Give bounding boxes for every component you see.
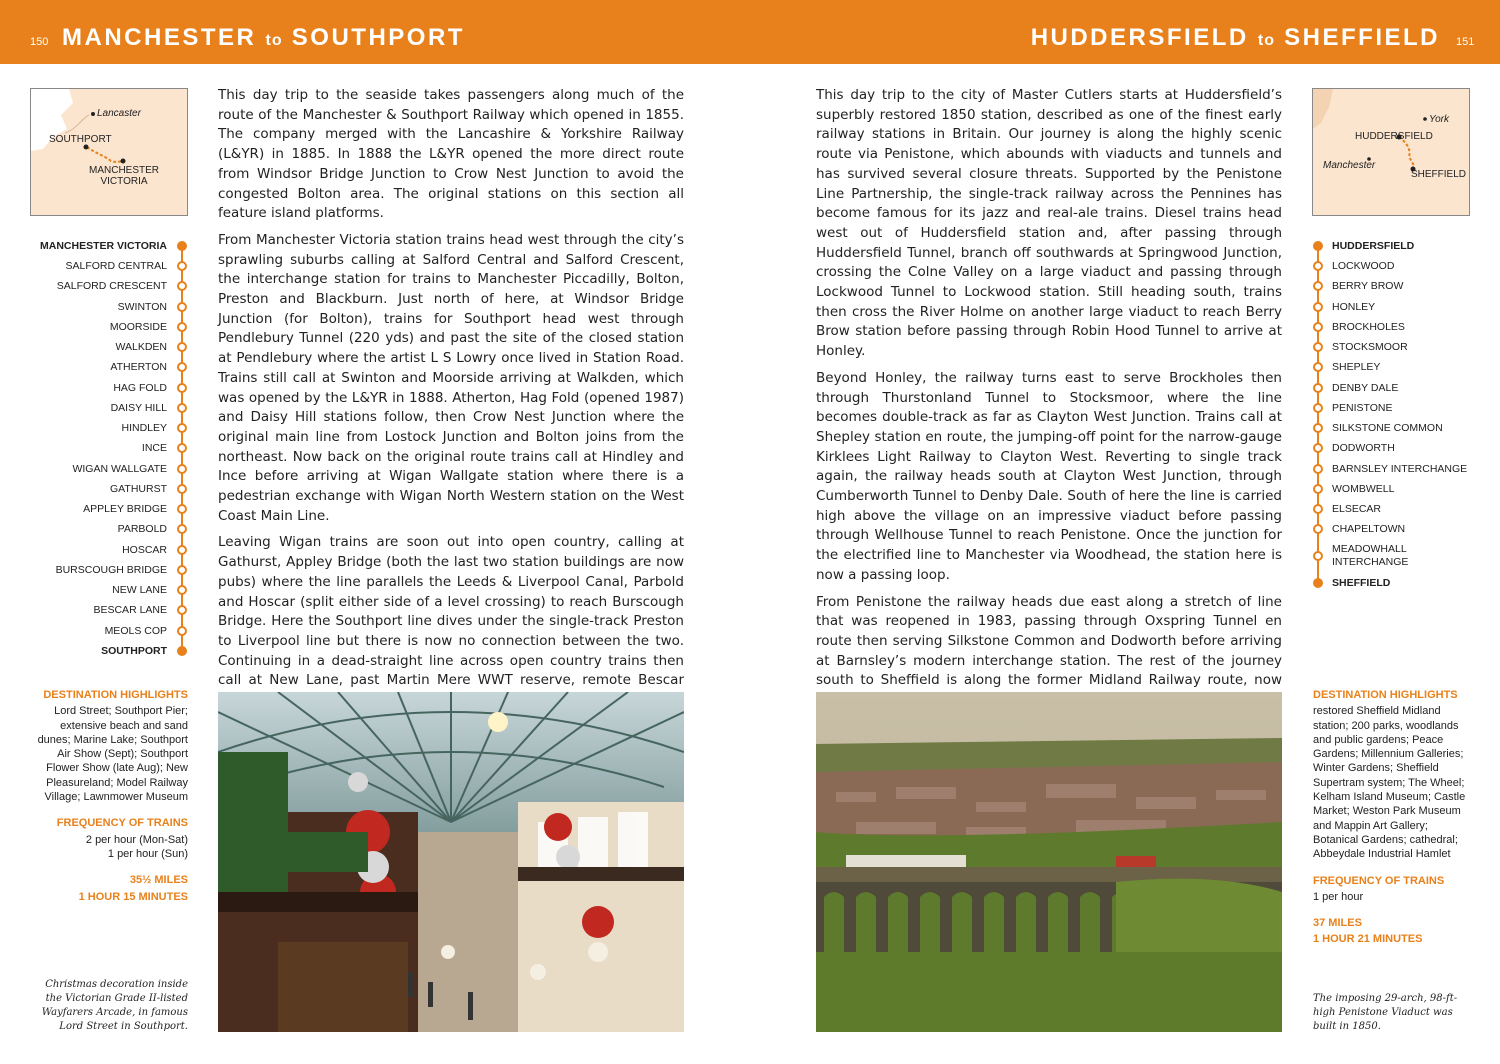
station-dot bbox=[177, 362, 187, 372]
station-item: HAG FOLD bbox=[113, 382, 167, 394]
station-dot bbox=[177, 443, 187, 453]
station-item: SHEFFIELD bbox=[1332, 577, 1391, 589]
station-dot bbox=[177, 585, 187, 595]
station-item: HINDLEY bbox=[121, 422, 167, 434]
station-item: BURSCOUGH BRIDGE bbox=[55, 564, 167, 576]
station-item: WALKDEN bbox=[115, 341, 167, 353]
station-item: ATHERTON bbox=[110, 361, 167, 373]
station-dot bbox=[1313, 504, 1323, 514]
train bbox=[846, 855, 966, 867]
highlights-heading: DESTINATION HIGHLIGHTS bbox=[1313, 689, 1458, 701]
station-item: LOCKWOOD bbox=[1332, 260, 1395, 272]
paragraph: This day trip to the city of Master Cutlers starts at Huddersfield’s superbly restored 1850 station, described as one of the finest early railway stations in Britain. Our journey is along the highly scenic route via Penistone, which abounds with viaducts and tunnels and has survived several closure threats. Supported by the Penistone Line Partnership, the single-track railway across the Pennines has become famous for its jazz and real-ale trains. Diesel trains head west out of Huddersfield station and, after passing through Huddersfield Tunnel, branch off southwards at Springwood Junction, crossing the Colne Valley on a large viaduct and passing through Lockwood Tunnel to Lockwood station. Still heading south, trains then cross the River Holme on another large viaduct to reach Berry Brow station before passing through Robin Hood Tunnel to arrive at Honley. bbox=[816, 87, 1282, 360]
station-item: MANCHESTER VICTORIA bbox=[40, 240, 167, 252]
article-text-left bbox=[218, 86, 684, 738]
header-bar bbox=[0, 0, 1500, 64]
station-dot bbox=[177, 383, 187, 393]
distance: 35½ MILES bbox=[129, 874, 188, 887]
station-dot bbox=[177, 342, 187, 352]
paragraph: Beyond Honley, the railway turns east to serve Brockholes then through Thurstonland Tunnel to Stocksmoor, where the line becomes double-track as far as Clayton West Junction. Trains call at Shepley station en route, the jumping-off point for the narrow-gauge Kirklees Light Railway to Clayton West. Reverting to single track again, the railway heads south at Clayton West Junction, through Cumberworth Tunnel to Denby Dale. South of here the line is carried high above the village on an impressive viaduct before passing through Wellhouse Tunnel to reach Penistone. Once the junction for the electrified line to Manchester via Woodhead, the station here is now a passing loop. bbox=[816, 369, 1282, 583]
viaduct-photo bbox=[816, 692, 1282, 1032]
photo-caption-left: Christmas decoration inside the Victorian Grade II-listed Wayfarers Arcade, in famous Lord Street in Southport. bbox=[41, 979, 188, 1032]
station-dot bbox=[177, 281, 187, 291]
map-label-manchester: Manchester bbox=[1323, 160, 1376, 171]
station-dot bbox=[177, 524, 187, 534]
station-dot bbox=[1313, 383, 1323, 393]
title-to: to bbox=[1257, 32, 1275, 49]
station-item: PARBOLD bbox=[117, 523, 167, 535]
station-item: SHEPLEY bbox=[1332, 361, 1381, 373]
station-item: BARNSLEY INTERCHANGE bbox=[1332, 463, 1468, 475]
station-item: BESCAR LANE bbox=[93, 604, 167, 616]
station-dot bbox=[177, 646, 187, 656]
station-dot bbox=[177, 322, 187, 332]
station-dot bbox=[177, 423, 187, 433]
station-item: SILKSTONE COMMON bbox=[1332, 422, 1443, 434]
station-dot bbox=[177, 626, 187, 636]
station-dot bbox=[1313, 443, 1323, 453]
station-dot bbox=[1313, 403, 1323, 413]
page-number-left: 150 bbox=[30, 36, 49, 48]
station-item: NEW LANE bbox=[112, 584, 167, 596]
paragraph: From Manchester Victoria station trains head west through the city’s sprawling suburbs calling at Salford Central and Salford Crescent, the interchange station for trains to Manchester Piccadilly, Bolton, Preston and Blackburn. Just north of here, at Windsor Bridge Junction (for Bolton), trains for Southport head west through Pendlebury Tunnel (220 yds) and past the site of the closed station at Pendlebury where the artist L S Lowry once lived in Station Road. Trains still call at Swinton and Moorside arriving at Walkden, which was opened by the L&YR in 1888. Atherton, Hag Fold (opened 1987) and Daisy Hill stations follow, then Crow Nest Junction where the original main line from Lostock Junction and Bolton joins from the northeast. Now back on the original route trains call at Hindley and Ince before arriving at Wigan Wallgate station where there is a pedestrian exchange with Wigan North Western station on the West Coast Main Line. bbox=[218, 231, 684, 524]
frequency-heading: FREQUENCY OF TRAINS bbox=[56, 817, 188, 830]
station-item: STOCKSMOOR bbox=[1332, 341, 1408, 353]
station-item: HOSCAR bbox=[122, 544, 167, 556]
station-dot bbox=[177, 484, 187, 494]
station-item: DAISY HILL bbox=[110, 402, 167, 414]
station-dot bbox=[1313, 342, 1323, 352]
map-label-lancaster: Lancaster bbox=[97, 108, 141, 119]
info-panel-right bbox=[1313, 688, 1473, 949]
station-item: HUDDERSFIELD bbox=[1332, 240, 1415, 252]
info-panel-left bbox=[30, 688, 188, 906]
station-item: ELSECAR bbox=[1332, 503, 1382, 515]
station-item: MEADOWHALL INTERCHANGE bbox=[1332, 543, 1409, 568]
station-dot bbox=[177, 545, 187, 555]
journey-time: 1 HOUR 15 MINUTES bbox=[78, 890, 188, 903]
route-map-left bbox=[30, 88, 188, 216]
frequency-line: 2 per hour (Mon-Sat) bbox=[85, 833, 188, 846]
title-to: to bbox=[265, 32, 283, 49]
frequency-heading: FREQUENCY OF TRAINS bbox=[1313, 874, 1445, 887]
station-item: APPLEY BRIDGE bbox=[83, 503, 167, 515]
paragraph: Leaving Wigan trains are soon out into open country, calling at Gathurst, Appley Bridge (both the last two station buildings are now pubs) where the line parallels the Leeds & Liverpool Canal, Parbold and Hoscar (split either side of a level crossing) to reach Burscough Bridge. Here the Southport line dives under the single-track Preston to Liverpool line but there is now no connection between the two. Continuing in a dead-straight line across open country trains then call at New Lane, past Martin Mere WWT reserve, remote Bescar bbox=[218, 534, 684, 689]
highlights-text: Lord Street; Southport Pier; extensive beach and sand dunes; Marine Lake; Southport Air Show (Sept); Southport Flower Show (late Aug); New Pleasureland; Model Railway Village; Lawnmower Museum bbox=[37, 705, 188, 804]
station-item: HONLEY bbox=[1332, 301, 1376, 313]
route-map-right bbox=[1312, 88, 1470, 216]
station-dot bbox=[177, 504, 187, 514]
station-item: MEOLS COP bbox=[104, 625, 167, 637]
highlights-heading: DESTINATION HIGHLIGHTS bbox=[43, 689, 188, 701]
station-dot bbox=[1313, 302, 1323, 312]
station-item: WIGAN WALLGATE bbox=[72, 463, 167, 475]
page-title-left bbox=[62, 24, 465, 52]
station-item: BERRY BROW bbox=[1332, 280, 1404, 292]
photo-caption-right: The imposing 29-arch, 98-ft-high Penistone Viaduct was built in 1850. bbox=[1313, 993, 1458, 1032]
station-dot bbox=[177, 261, 187, 271]
station-dot bbox=[177, 403, 187, 413]
station-item: SALFORD CRESCENT bbox=[56, 280, 167, 292]
station-item: DENBY DALE bbox=[1332, 382, 1399, 394]
station-dot bbox=[1313, 322, 1323, 332]
station-dot bbox=[1313, 551, 1323, 561]
page-title-right bbox=[1031, 24, 1440, 52]
station-dot bbox=[1313, 578, 1323, 588]
station-dot bbox=[177, 605, 187, 615]
station-item: WOMBWELL bbox=[1332, 483, 1395, 495]
map-label-manchester: MANCHESTER VICTORIA bbox=[89, 165, 160, 187]
title-dest: SOUTHPORT bbox=[291, 24, 465, 51]
map-graphic bbox=[1313, 89, 1470, 216]
title-from: HUDDERSFIELD bbox=[1030, 24, 1249, 51]
station-dot bbox=[1313, 423, 1323, 433]
station-dot bbox=[1313, 362, 1323, 372]
station-item: DODWORTH bbox=[1332, 442, 1395, 454]
station-dot bbox=[177, 302, 187, 312]
station-item: INCE bbox=[141, 442, 167, 454]
paragraph: From Penistone the railway heads due east along a stretch of line that was reopened in 1983, passing through Oxspring Tunnel en route then serving Silkstone Common and Dodworth before arriving at Barnsley’s modern interchange station. The rest of the journey south to Sheffield is along the former Midland Railway route, now bbox=[816, 593, 1282, 689]
station-item: CHAPELTOWN bbox=[1332, 523, 1406, 535]
article-text-right bbox=[816, 86, 1282, 738]
station-item: SALFORD CENTRAL bbox=[65, 260, 167, 272]
highlights-text: restored Sheffield Midland station; 200 parks, woodlands and public gardens; Peace Gardens; Millennium Galleries; Winter Gardens; Sheffield Supertram system; The Wheel; Kelham Island Museum; Castle Market; Weston Park Museum and Mappin Art Gallery; Botanical Gardens; cathedral; Abbeydale Industrial Hamlet bbox=[1313, 705, 1466, 861]
station-dot bbox=[1313, 281, 1323, 291]
title-dest: SHEFFIELD bbox=[1284, 24, 1440, 51]
station-dot bbox=[1313, 241, 1323, 251]
station-item: PENISTONE bbox=[1332, 402, 1393, 414]
map-label-sheffield: SHEFFIELD bbox=[1411, 169, 1467, 180]
arcade-photo bbox=[218, 692, 684, 1032]
map-label-huddersfield: HUDDERSFIELD bbox=[1355, 131, 1433, 142]
station-dot bbox=[1313, 484, 1323, 494]
station-item: SOUTHPORT bbox=[101, 645, 167, 657]
station-item: SWINTON bbox=[117, 301, 167, 313]
station-item: MOORSIDE bbox=[109, 321, 167, 333]
station-dot bbox=[1313, 464, 1323, 474]
station-item: GATHURST bbox=[110, 483, 167, 495]
station-dot bbox=[1313, 261, 1323, 271]
journey-time: 1 HOUR 21 MINUTES bbox=[1313, 933, 1423, 946]
map-label-southport: SOUTHPORT bbox=[49, 134, 112, 145]
distance: 37 MILES bbox=[1313, 917, 1362, 930]
station-dot bbox=[1313, 524, 1323, 534]
title-from: MANCHESTER bbox=[62, 24, 257, 51]
frequency-line: 1 per hour (Sun) bbox=[107, 847, 188, 860]
map-label-york: York bbox=[1429, 114, 1450, 125]
station-dot bbox=[177, 464, 187, 474]
station-dot bbox=[177, 565, 187, 575]
page-number-right: 151 bbox=[1456, 36, 1475, 48]
frequency-line: 1 per hour bbox=[1313, 890, 1364, 903]
station-item: BROCKHOLES bbox=[1332, 321, 1405, 333]
paragraph: This day trip to the seaside takes passengers along much of the route of the Manchester & Southport Railway which opened in 1855. The company merged with the Lancashire & Yorkshire Railway (L&YR) in 1885. In 1888 the L&YR opened the more direct route from Windsor Bridge Junction to Crow Nest Junction to avoid the congested Bolton area. The original stations on this section all feature island platforms. bbox=[218, 87, 684, 222]
station-dot bbox=[177, 241, 187, 251]
